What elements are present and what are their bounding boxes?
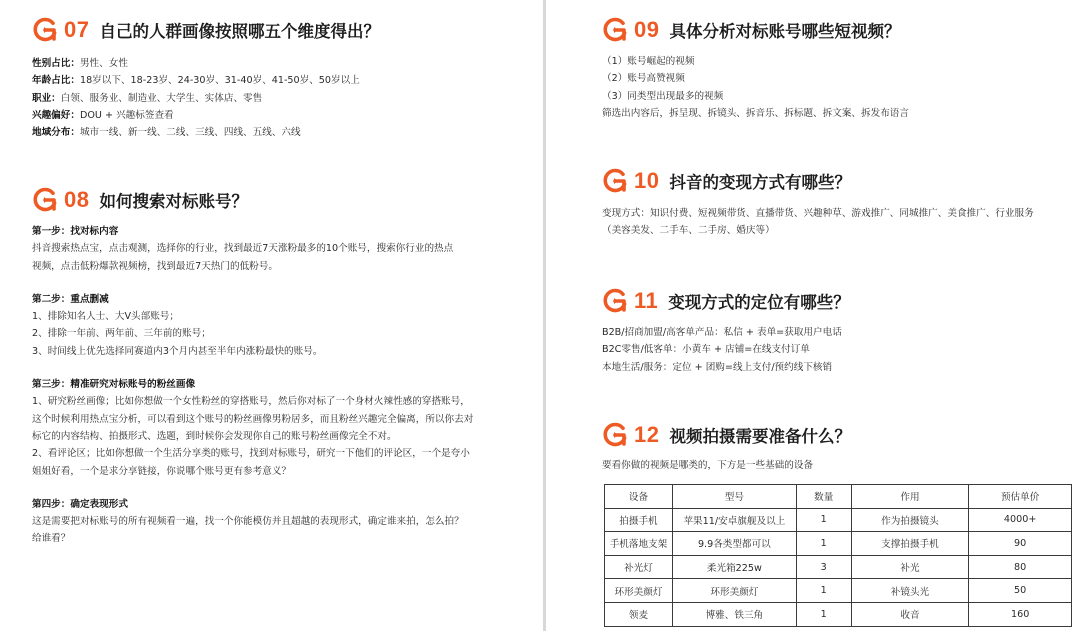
step-line: 这个时候利用热点宝分析，可以看到这个账号的粉丝画像男粉居多，而且粉丝兴趣完全偏离，所以你去对 <box>32 413 474 425</box>
table-cell: 作为拍摄镜头 <box>851 508 969 532</box>
target-logo-icon <box>602 288 628 314</box>
table-cell: 90 <box>969 532 1072 556</box>
body-line: B2B/招商加盟/高客单产品：私信 + 表单=获取用户电话 <box>602 327 842 338</box>
step-line: 1、研究粉丝画像；比如你想做一个女性粉丝的穿搭账号，然后你对标了一个身材火辣性感的穿搭账号， <box>32 396 470 408</box>
body-line: 筛选出内容后，拆呈现、拆镜头、拆音乐、拆标题、拆文案、拆发布语言 <box>602 107 909 119</box>
table-row <box>605 602 1072 626</box>
step-line: 2、看评论区；比如你想做一个生活分享类的账号，找到对标账号，研究一下他们的评论区，一个是夸小 <box>32 448 470 460</box>
table-cell: 补镜头光 <box>851 579 969 603</box>
table-cell: 1 <box>796 532 851 556</box>
table-cell: 补光灯 <box>605 555 673 579</box>
section-number: 10 <box>634 168 660 193</box>
table-row <box>605 508 1072 532</box>
table-cell: 1 <box>796 602 851 626</box>
table-cell: 80 <box>969 555 1072 579</box>
row-label: 年龄占比： <box>32 75 80 87</box>
body-line: 变现方式：知识付费、短视频带货、直播带货、兴趣种草、游戏推广、同城推广、美食推广、行业服务 <box>602 208 1034 219</box>
step-line: 1、排除知名人士、大V头部账号； <box>32 311 179 323</box>
column-header: 作用 <box>851 485 969 509</box>
section-number: 12 <box>634 422 660 447</box>
section-title: 抖音的变现方式有哪些？ <box>669 173 851 192</box>
body-line: 本地生活/服务：定位 + 团购=线上支付/预约线下核销 <box>602 361 833 373</box>
section-07-body <box>32 55 360 141</box>
row-text: 城市一线、新一线、二线、三线、四线、五线、六线 <box>79 127 301 139</box>
right-page <box>546 0 1080 631</box>
table-cell: 博雅、铁三角 <box>672 602 796 626</box>
row-label: 职业： <box>32 92 61 104</box>
table-header-row <box>605 485 1072 509</box>
section-title: 自己的人群画像按照哪五个维度得出？ <box>99 22 380 41</box>
section-08-body <box>32 223 473 548</box>
section-number: 09 <box>634 17 660 42</box>
table-cell: 柔光箱225w <box>672 555 796 579</box>
info-row <box>32 107 360 124</box>
table-cell: 补光 <box>851 555 969 579</box>
section-09-heading <box>602 14 900 46</box>
table-cell: 手机落地支架 <box>605 532 673 556</box>
section-11-heading <box>602 285 850 317</box>
section-title: 视频拍摄需要准备什么？ <box>669 427 851 446</box>
section-title: 变现方式的定位有哪些？ <box>668 293 850 312</box>
target-logo-icon <box>32 17 58 43</box>
body-line: B2C零售/低客单：小黄车 + 店铺=在线支付订单 <box>602 344 810 356</box>
step-title: 第一步：找对标内容 <box>32 226 119 237</box>
table-cell: 领麦 <box>605 602 673 626</box>
section-07-heading <box>32 14 380 46</box>
column-header: 预估单价 <box>969 485 1072 509</box>
table-cell: 160 <box>969 602 1072 626</box>
step-line: 抖音搜索热点宝，点击观测，选择你的行业，找到最近7天涨粉最多的10个账号，搜索你行业的热点 <box>32 243 454 255</box>
table-cell: 9.9各类型都可以 <box>672 532 796 556</box>
table-cell: 1 <box>796 579 851 603</box>
table-cell: 3 <box>796 555 851 579</box>
row-label: 性别占比： <box>32 58 80 69</box>
step-title: 第四步：确定表现形式 <box>32 498 128 510</box>
target-logo-icon <box>602 168 628 194</box>
info-row <box>32 55 360 72</box>
row-text: 白领、服务业、制造业、大学生、实体店、零售 <box>60 92 263 104</box>
section-11-body <box>602 324 842 376</box>
section-10-body <box>602 205 1034 240</box>
column-header: 型号 <box>672 485 796 509</box>
section-title: 如何搜索对标账号？ <box>99 192 248 211</box>
section-10-heading <box>602 165 851 197</box>
step-line: 视频，点击低粉爆款视频榜，找到最近7天热门的低粉号。 <box>32 260 278 272</box>
row-text: 18岁以下、18-23岁、24-30岁、31-40岁、41-50岁、50岁以上 <box>79 75 360 87</box>
table-row <box>605 579 1072 603</box>
body-line: （1）账号崛起的视频 <box>602 56 695 67</box>
table-cell: 支撑拍摄手机 <box>851 532 969 556</box>
table-cell: 环形美颜灯 <box>672 579 796 603</box>
section-number: 07 <box>64 17 90 42</box>
column-header: 设备 <box>605 485 673 509</box>
section-title: 具体分析对标账号哪些短视频？ <box>669 22 901 41</box>
table-cell: 4000+ <box>969 508 1072 532</box>
section-09-body <box>602 53 909 122</box>
section-12-intro: 要看你做的视频是哪类的，下方是一些基础的设备 <box>602 460 814 471</box>
step-title: 第三步：精准研究对标账号的粉丝画像 <box>32 379 196 391</box>
target-logo-icon <box>602 17 628 43</box>
step-line: 姐姐好看，一个是求分享链接，你说哪个账号更有参考意义？ <box>32 465 292 477</box>
row-text: DOU + 兴趣标签查看 <box>79 109 174 121</box>
section-number: 08 <box>64 187 90 212</box>
body-line: （3）同类型出现最多的视频 <box>602 90 724 102</box>
table-cell: 拍摄手机 <box>605 508 673 532</box>
info-row <box>32 90 360 107</box>
row-text: 男性、女性 <box>79 58 128 69</box>
target-logo-icon <box>602 422 628 448</box>
step-title: 第二步：重点删减 <box>32 293 109 305</box>
body-line: （美容美发、二手车、二手房、婚庆等） <box>602 225 775 237</box>
step-line: 标它的内容结构、拍摄形式、选题，到时候你会发现你自己的账号粉丝画像完全不对。 <box>32 430 397 442</box>
table-cell: 收音 <box>851 602 969 626</box>
step-line: 这是需要把对标账号的所有视频看一遍，找一个你能模仿并且超越的表现形式，确定谁来拍，怎么拍？ <box>32 516 464 528</box>
table-row <box>605 555 1072 579</box>
section-number: 11 <box>634 288 659 313</box>
section-12-heading <box>602 419 851 451</box>
column-header: 数量 <box>796 485 851 509</box>
step-line: 3、时间线上优先选择同赛道内3个月内甚至半年内涨粉最快的账号。 <box>32 345 323 357</box>
section-08-heading <box>32 184 248 216</box>
table-cell: 苹果11/安卓旗舰及以上 <box>672 508 796 532</box>
target-logo-icon <box>32 187 58 213</box>
row-label: 地域分布： <box>32 127 80 139</box>
table-row <box>605 532 1072 556</box>
table-cell: 50 <box>969 579 1072 603</box>
step-line: 给谁看？ <box>32 533 71 545</box>
info-row <box>32 124 360 141</box>
info-row <box>32 72 360 89</box>
row-label: 兴趣偏好： <box>32 109 80 121</box>
body-line: （2）账号高赞视频 <box>602 73 685 85</box>
step-line: 2、排除一年前、两年前、三年前的账号； <box>32 328 211 340</box>
equipment-table <box>604 484 1072 627</box>
table-cell: 1 <box>796 508 851 532</box>
table-cell: 环形美颜灯 <box>605 579 673 603</box>
